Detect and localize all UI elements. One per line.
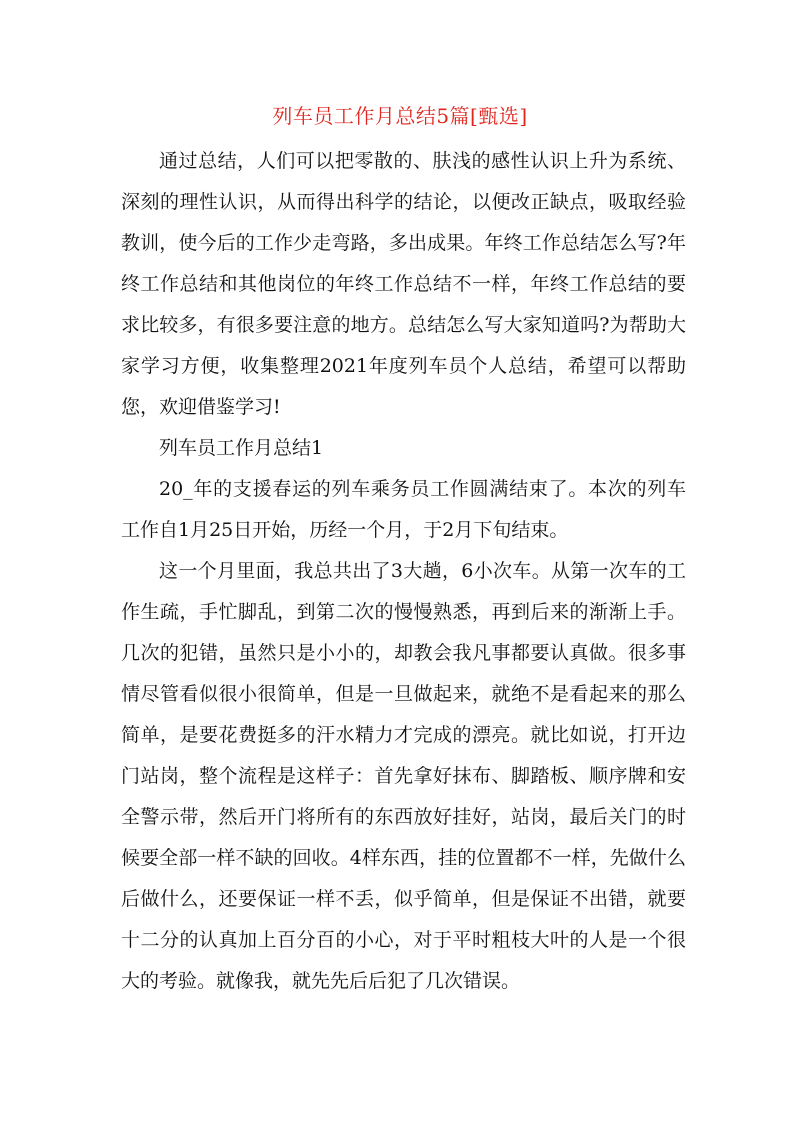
document-body bbox=[121, 141, 686, 1002]
document-title: 列车员工作月总结5篇[甄选] bbox=[272, 104, 528, 128]
body-paragraph: 20_年的支援春运的列车乘务员工作圆满结束了。本次的列车工作自1月25日开始，历经一个月，于2月下旬结束。 bbox=[121, 478, 686, 541]
body-paragraph: 这一个月里面，我总共出了3大趟，6小次车。从第一次车的工作生疏，手忙脚乱，到第二次的慢慢熟悉，再到后来的渐渐上手。几次的犯错，虽然只是小小的，却教会我凡事都要认真做。很多事情尽管看似很小很简单，但是一旦做起来，就绝不是看起来的那么简单，是要花费挺多的汗水精力才完成的漂亮。就比如说，打开边门站岗，整个流程是这样子：首先拿好抹布、脚踏板、顺序牌和安全警示带，然后开门将所有的东西放好挂好，站岗，最后关门的时候要全部一样不缺的回收。4样东西，挂的位置都不一样，先做什么后做什么，还要保证一样不丢，似乎简单，但是保证不出错，就要十二分的认真加上百分百的小心，对于平时粗枝大叶的人是一个很大的考验。就像我，就先先后后犯了几次错误。 bbox=[121, 560, 686, 992]
section-heading: 列车员工作月总结1 bbox=[159, 437, 324, 459]
intro-paragraph: 通过总结，人们可以把零散的、肤浅的感性认识上升为系统、深刻的理性认识，从而得出科学的结论，以便改正缺点，吸取经验教训，使今后的工作少走弯路，多出成果。年终工作总结怎么写?年终工作总结和其他岗位的年终工作总结不一样，年终工作总结的要求比较多，有很多要注意的地方。总结怎么写大家知道吗?为帮助大家学习方便，收集整理2021年度列车员个人总结，希望可以帮助您，欢迎借鉴学习! bbox=[121, 150, 686, 418]
